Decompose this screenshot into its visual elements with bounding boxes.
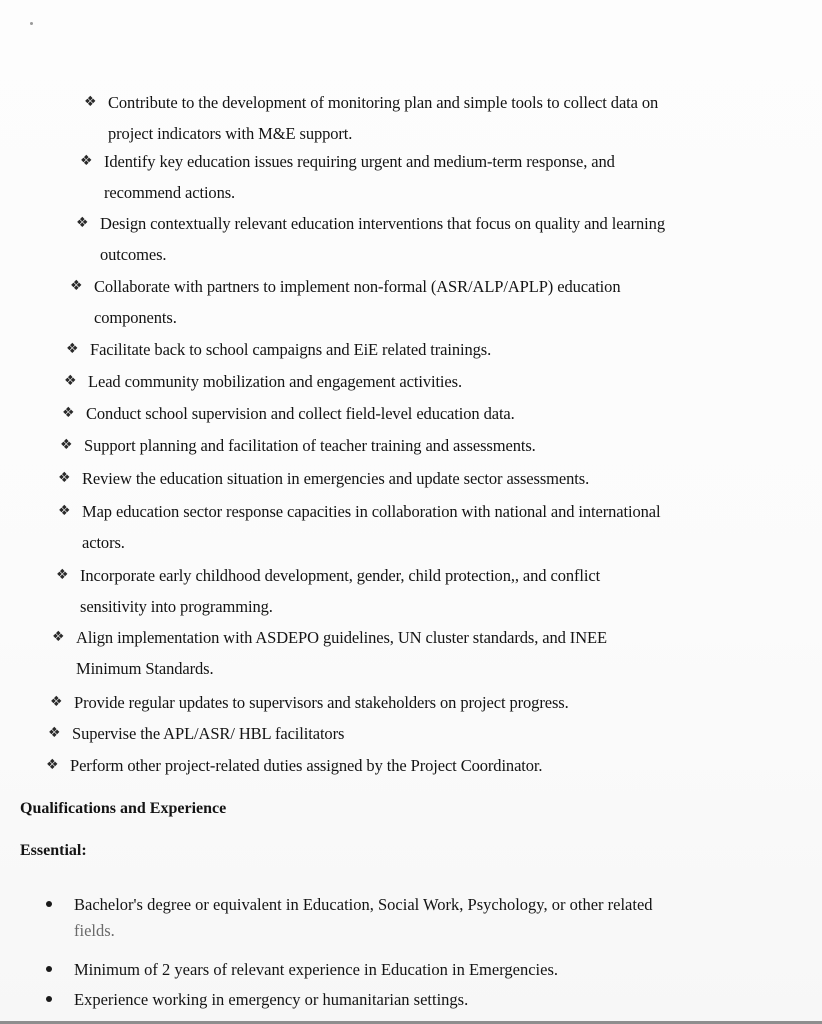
essential-heading: Essential: (20, 842, 87, 859)
diamond-bullet-icon: ❖ (76, 215, 89, 231)
scan-speck (30, 22, 33, 25)
diamond-bullet-icon: ❖ (84, 94, 97, 110)
diamond-bullet-icon: ❖ (66, 341, 79, 357)
item-text: Supervise the APL/ASR/ HBL facilitators (72, 724, 345, 743)
item-continuation: fields. (74, 921, 115, 940)
item-text: Conduct school supervision and collect field-level education data. (86, 404, 515, 423)
diamond-bullet-icon: ❖ (52, 629, 65, 645)
item-continuation: outcomes. (100, 245, 167, 264)
item-continuation: Minimum Standards. (76, 659, 214, 678)
diamond-bullet-icon: ❖ (80, 153, 93, 169)
diamond-bullet-icon: ❖ (58, 503, 71, 519)
item-text: Lead community mobilization and engagement activities. (88, 372, 462, 391)
item-text: Design contextually relevant education interventions that focus on quality and learning (100, 214, 665, 233)
item-continuation: recommend actions. (104, 183, 236, 202)
diamond-bullet-icon: ❖ (62, 405, 75, 421)
item-text: Map education sector response capacities in collaboration with national and international (82, 502, 661, 521)
dot-bullet-icon (46, 901, 52, 907)
dot-bullet-icon (46, 996, 52, 1002)
item-continuation: project indicators with M&E support. (108, 124, 353, 143)
item-text: Align implementation with ASDEPO guidelines, UN cluster standards, and INEE (76, 628, 607, 647)
item-text: Contribute to the development of monitoring plan and simple tools to collect data on (108, 93, 659, 112)
item-text: Experience working in emergency or humanitarian settings. (74, 990, 469, 1009)
qualifications-heading: Qualifications and Experience (20, 800, 227, 817)
item-text: Bachelor's degree or equivalent in Education, Social Work, Psychology, or other related (74, 895, 653, 914)
item-continuation: actors. (82, 533, 125, 552)
item-continuation: components. (94, 308, 177, 327)
item-text: Collaborate with partners to implement non-formal (ASR/ALP/APLP) education (94, 277, 621, 296)
diamond-bullet-icon: ❖ (50, 694, 63, 710)
item-text: Identify key education issues requiring urgent and medium-term response, and (104, 152, 615, 171)
diamond-bullet-icon: ❖ (46, 757, 59, 773)
diamond-bullet-icon: ❖ (70, 278, 83, 294)
diamond-bullet-icon: ❖ (60, 437, 73, 453)
item-text: Review the education situation in emergencies and update sector assessments. (82, 469, 590, 488)
item-text: Support planning and facilitation of teacher training and assessments. (84, 436, 536, 455)
item-text: Incorporate early childhood development, gender, child protection,, and conflict (80, 566, 601, 585)
item-text: Perform other project-related duties assigned by the Project Coordinator. (70, 756, 543, 775)
item-text: Provide regular updates to supervisors and stakeholders on project progress. (74, 693, 569, 712)
item-text: Facilitate back to school campaigns and EiE related trainings. (90, 340, 492, 359)
diamond-bullet-icon: ❖ (58, 470, 71, 486)
diamond-bullet-icon: ❖ (48, 725, 61, 741)
dot-bullet-icon (46, 966, 52, 972)
diamond-bullet-icon: ❖ (64, 373, 77, 389)
item-text: Minimum of 2 years of relevant experience in Education in Emergencies. (74, 960, 558, 979)
item-continuation: sensitivity into programming. (80, 597, 273, 616)
diamond-bullet-icon: ❖ (56, 567, 69, 583)
